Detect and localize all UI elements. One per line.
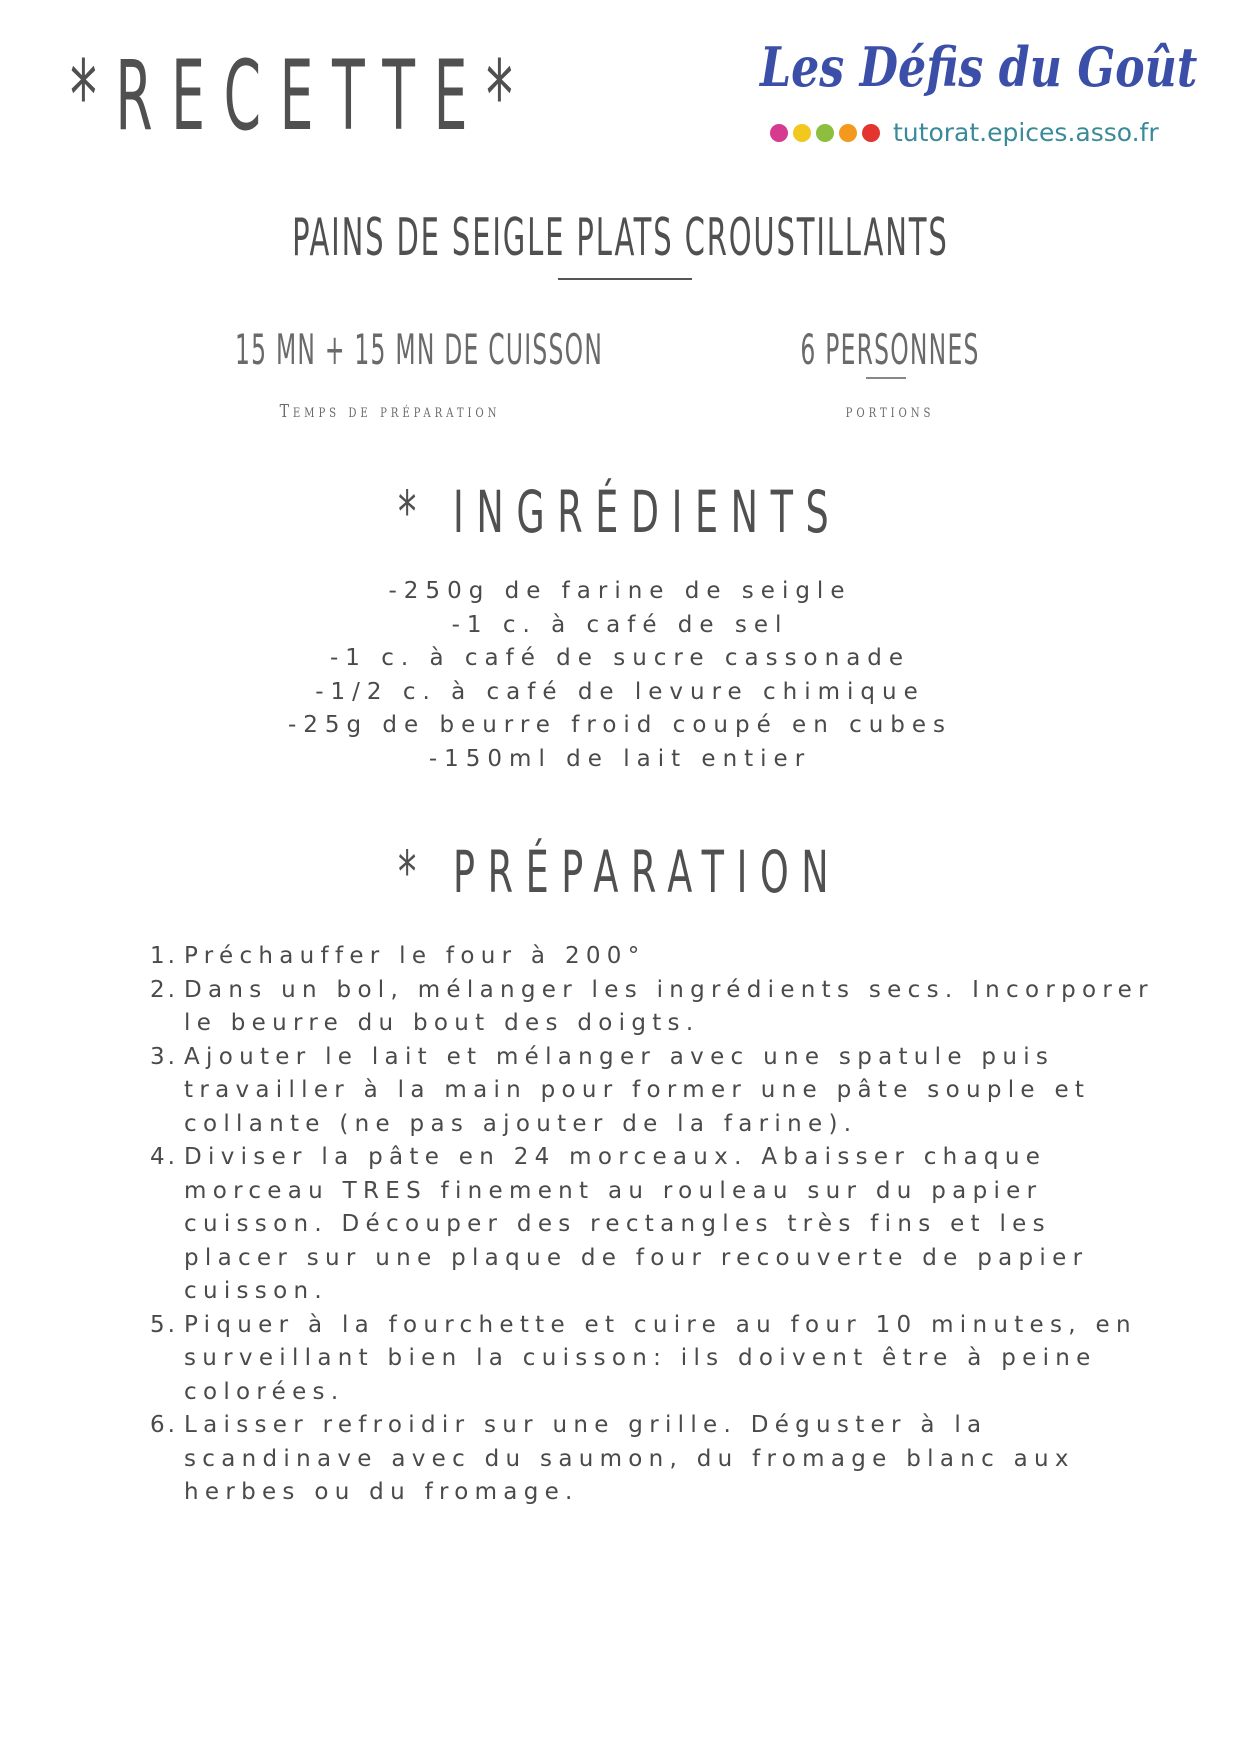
logo-title: Les Défis du Goût (760, 35, 1198, 99)
preparation-heading (0, 838, 1240, 906)
step-text: Diviser la pâte en 24 morceaux. Abaisser chaque morceau TRES finement au rouleau sur du papier cuisson. Découper des rectangles très fins et les placer sur une plaque de four recouverte de papier cuisson. (184, 1144, 1089, 1304)
step-number: 5. (150, 1311, 178, 1338)
recipe-title (0, 208, 1240, 268)
ingredient-item: -150ml de lait entier (428, 745, 812, 772)
recipe-title-text: PAINS DE SEIGLE PLATS CROUSTILLANTS (291, 208, 949, 268)
ingredient-item: -1 c. à café de sucre cassonade (329, 645, 911, 671)
step-text: Préchauffer le four à 200° (184, 943, 646, 969)
logo-dot-icon (770, 124, 788, 142)
step-item (150, 1409, 1160, 1510)
step-text: Laisser refroidir sur une grille. Déguster à la scandinave avec du saumon, du fromage blanc aux herbes ou du fromage. (184, 1412, 1075, 1505)
step-item (150, 940, 1160, 974)
page-title: *RECETTE* (70, 40, 532, 152)
steps-list (150, 940, 1160, 1510)
logo-dot-icon (862, 124, 880, 142)
ingredient-item: -250g de farine de seigle (388, 578, 852, 604)
logo-dot-icon (793, 124, 811, 142)
servings-underline (866, 377, 906, 379)
step-text: Piquer à la fourchette et cuire au four 10 minutes, en surveillant bien la cuisson: ils doivent être à peine colorées. (184, 1311, 1137, 1405)
ingredient-item: -1/2 c. à café de levure chimique (315, 678, 925, 705)
ingredients-heading (0, 478, 1240, 546)
step-number: 3. (150, 1043, 178, 1070)
prep-time-value: 15 MN + 15 MN DE CUISSON (235, 325, 604, 374)
step-item (150, 1041, 1160, 1142)
ingredients-list (0, 575, 1240, 776)
logo-dot-icon (839, 124, 857, 142)
logo-dot-icon (816, 124, 834, 142)
step-number: 6. (150, 1412, 178, 1438)
step-text: Dans un bol, mélanger les ingrédients secs. Incorporer le beurre du bout des doigts. (184, 976, 1154, 1036)
logo (760, 35, 1198, 150)
servings-value: 6 PERSONNES (800, 325, 980, 374)
step-item (150, 1141, 1160, 1309)
step-number: 2. (150, 976, 178, 1003)
step-text: Ajouter le lait et mélanger avec une spatule puis travailler à la main pour former une pâte souple et collante (ne pas ajouter de la farine). (184, 1043, 1091, 1137)
step-item (150, 974, 1160, 1041)
prep-time-label: Temps de préparation (279, 401, 501, 422)
ingredient-item: -1 c. à café de sel (451, 611, 789, 638)
servings-label: portions (845, 401, 935, 422)
ingredients-heading-text: * INGRÉDIENTS (398, 478, 842, 546)
logo-tagline (770, 118, 1159, 147)
preparation-heading-text: * PRÉPARATION (398, 838, 842, 906)
title-divider (558, 278, 692, 280)
ingredient-item: -25g de beurre froid coupé en cubes (287, 712, 953, 738)
logo-url-link[interactable]: tutorat.epices.asso.fr (893, 118, 1159, 147)
step-number: 4. (150, 1144, 178, 1170)
step-item (150, 1309, 1160, 1410)
step-number: 1. (150, 943, 178, 969)
